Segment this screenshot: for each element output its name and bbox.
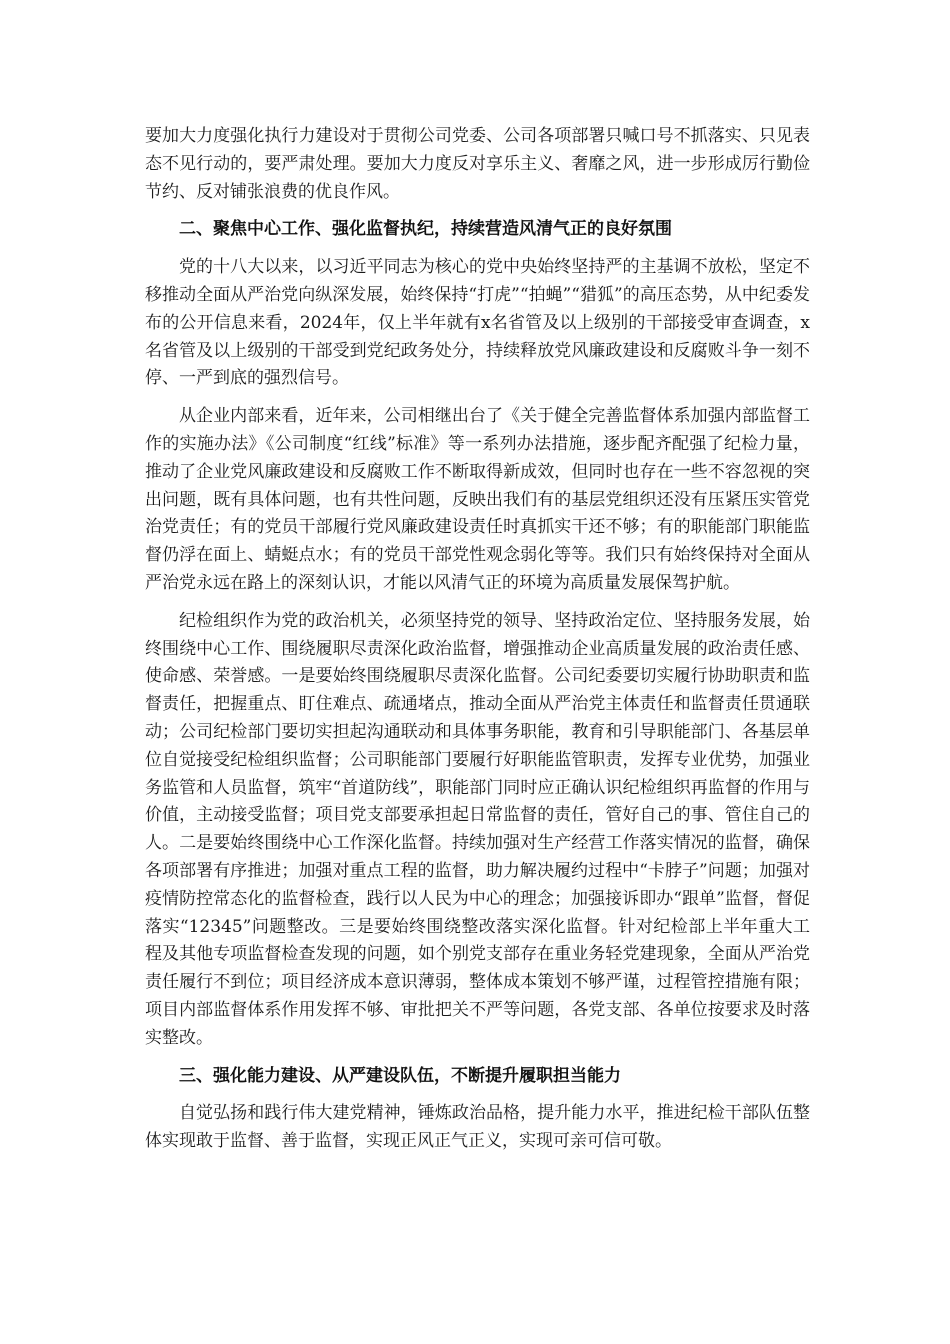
paragraph: 从企业内部来看，近年来，公司相继出台了《关于健全完善监督体系加强内部监督工作的实施办法》《公司制度“红线”标准》等一系列办法措施，逐步配齐配强了纪检力量，推动了企业党风廉政建设和反腐败工作不断取得新成效，但同时也存在一些不容忽视的突出问题，既有具体问题，也有共性问题，反映出我们有的基层党组织还没有压紧压实管党治党责任；有的党员干部履行党风廉政建设责任时真抓实干还不够；有的职能部门职能监督仍浮在面上、蜻蜓点水；有的党员干部党性观念弱化等等。我们只有始终保持对全面从严治党永远在路上的深刻认识，才能以风清气正的环境为高质量发展保驾护航。	[145, 406, 810, 593]
paragraph-continuation: 要加大力度强化执行力建设对于贯彻公司党委、公司各项部署只喊口号不抓落实、只见表态不见行动的，要严肃处理。要加大力度反对享乐主义、奢靡之风，进一步形成厉行勤俭节约、反对铺张浪费的优良作风。	[145, 126, 810, 202]
document-body	[145, 123, 810, 1156]
paragraph: 自觉弘扬和践行伟大建党精神，锤炼政治品格，提升能力水平，推进纪检干部队伍整体实现敢于监督、善于监督，实现正风正气正义，实现可亲可信可敬。	[145, 1103, 810, 1152]
section-heading-2: 二、聚焦中心工作、强化监督执纪，持续营造风清气正的良好氛围	[179, 219, 672, 240]
section-heading-3: 三、强化能力建设、从严建设队伍，不断提升履职担当能力	[179, 1065, 621, 1086]
paragraph: 纪检组织作为党的政治机关，必须坚持党的领导、坚持政治定位、坚持服务发展，始终围绕中心工作、围绕履职尽责深化政治监督，增强推动企业高质量发展的政治责任感、使命感、荣誉感。一是要始终围绕履职尽责深化监督。公司纪委要切实履行协助职责和监督责任，把握重点、盯住难点、疏通堵点，推动全面从严治党主体责任和监督责任贯通联动；公司纪检部门要切实担起沟通联动和具体事务职能，教育和引导职能部门、各基层单位自觉接受纪检组织监督；公司职能部门要履行好职能监管职责，发挥专业优势，加强业务监管和人员监督，筑牢“首道防线”，职能部门同时应正确认识纪检组织再监督的作用与价值，主动接受监督；项目党支部要承担起日常监督的责任，管好自己的事、管住自己的人。二是要始终围绕中心工作深化监督。持续加强对生产经营工作落实情况的监督，确保各项部署有序推进；加强对重点工程的监督，助力解决履约过程中“卡脖子”问题；加强对疫情防控常态化的监督检查，践行以人民为中心的理念；加强接诉即办“跟单”监督，督促落实“12345”问题整改。三是要始终围绕整改落实深化监督。针对纪检部上半年重大工程及其他专项监督检查发现的问题，如个别党支部存在重业务轻党建现象，全面从严治党责任履行不到位；项目经济成本意识薄弱，整体成本策划不够严谨，过程管控措施有限；项目内部监督体系作用发挥不够、审批把关不严等问题，各党支部、各单位按要求及时落实整改。	[145, 610, 810, 1048]
paragraph: 党的十八大以来，以习近平同志为核心的党中央始终坚持严的主基调不放松，坚定不移推动全面从严治党向纵深发展，始终保持“打虎”“拍蝇”“猎狐”的高压态势，从中纪委发布的公开信息来看，2024年，仅上半年就有x名省管及以上级别的干部接受审查调查，x名省管及以上级别的干部受到党纪政务处分，持续释放党风廉政建设和反腐败斗争一刻不停、一严到底的强烈信号。	[145, 257, 810, 389]
